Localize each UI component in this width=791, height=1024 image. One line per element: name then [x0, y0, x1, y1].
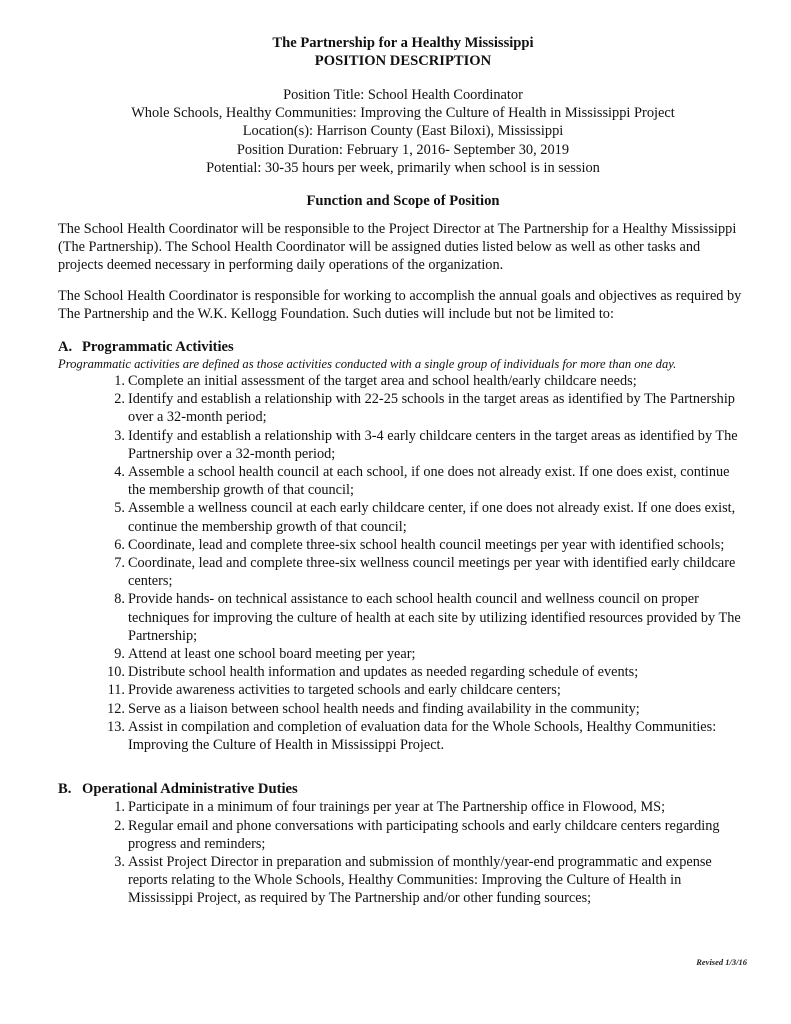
- list-item-number: 3.: [114, 853, 125, 870]
- list-item-text: Coordinate, lead and complete three-six wellness council meetings per year with identified early childcare centers;: [128, 555, 736, 590]
- location: Location(s): Harrison County (East Biloxi), Mississippi: [242, 123, 564, 140]
- list-item: [58, 718, 748, 754]
- list-item-number: 8.: [114, 591, 125, 608]
- list-item: [58, 463, 748, 499]
- list-item-number: 7.: [114, 555, 125, 572]
- list-item-number: 1.: [114, 799, 125, 816]
- section-a-title: Programmatic Activities: [82, 339, 234, 356]
- list-item: [58, 817, 748, 853]
- list-item-number: 3.: [114, 427, 125, 444]
- section-a-heading: [58, 338, 748, 356]
- list-item-number: 6.: [114, 536, 125, 553]
- list-item-text: Assemble a school health council at each school, if one does not already exist. If one does exist, continue the membership growth of that council;: [128, 464, 730, 499]
- section-a-letter: A.: [58, 339, 73, 356]
- list-item-text: Regular email and phone conversations with participating schools and early childcare centers regarding progress and reminders;: [128, 817, 720, 852]
- list-item-number: 4.: [114, 464, 125, 481]
- list-item-number: 2.: [114, 391, 125, 408]
- list-item-text: Serve as a liaison between school health needs and finding availability in the community;: [128, 700, 640, 717]
- list-item-text: Assemble a wellness council at each early childcare center, if one does not already exist. If one does exist, continue the membership growth of that council;: [128, 500, 736, 535]
- function-scope-paragraph-1: The School Health Coordinator will be responsible to the Project Director at The Partnership for a Healthy Mississippi (The Partnership). The School Health Coordinator will be assigned duties listed below as well as other tasks and projects deemed necessary in performing daily operations of the organization.: [58, 221, 737, 274]
- list-item-number: 9.: [114, 646, 125, 663]
- list-item: [58, 499, 748, 535]
- list-item-number: 5.: [114, 500, 125, 517]
- list-item: [58, 590, 748, 645]
- hours-potential: Potential: 30-35 hours per week, primarily when school is in session: [206, 159, 600, 176]
- list-item: [58, 372, 748, 390]
- revision-date: Revised 1/3/16: [696, 957, 747, 967]
- list-item: [58, 681, 748, 699]
- list-item-number: 13.: [107, 718, 125, 735]
- project-name: Whole Schools, Healthy Communities: Improving the Culture of Health in Mississippi Project: [131, 105, 675, 122]
- list-item: [58, 390, 748, 426]
- document-page: [58, 34, 748, 908]
- section-b-title: Operational Administrative Duties: [82, 781, 298, 798]
- section-b-heading: [58, 780, 748, 798]
- list-item: [58, 700, 748, 718]
- list-item-text: Provide hands- on technical assistance to each school health council and wellness council on proper techniques for improving the culture of health at each site by utilizing identified resources provided by The Partnership;: [128, 591, 741, 644]
- list-item-number: 2.: [114, 817, 125, 834]
- list-item-text: Distribute school health information and updates as needed regarding schedule of events;: [128, 664, 639, 681]
- section-b-letter: B.: [58, 781, 72, 798]
- list-item-text: Attend at least one school board meeting per year;: [128, 646, 416, 663]
- list-item: [58, 798, 748, 816]
- section-a-list: [58, 372, 748, 754]
- organization-name: The Partnership for a Healthy Mississippi: [272, 35, 534, 51]
- position-title: Position Title: School Health Coordinator: [283, 87, 523, 103]
- list-item-text: Provide awareness activities to targeted schools and early childcare centers;: [128, 682, 561, 699]
- list-item: [58, 663, 748, 681]
- list-item-text: Coordinate, lead and complete three-six school health council meetings per year with identified schools;: [128, 536, 725, 553]
- list-item: [58, 645, 748, 663]
- list-item-text: Identify and establish a relationship with 3-4 early childcare centers in the target areas as identified by The Partnership over a 32-month period;: [128, 427, 738, 462]
- function-scope-title: Function and Scope of Position: [306, 193, 500, 210]
- list-item-text: Assist Project Director in preparation and submission of monthly/year-end programmatic and expense reports relating to the Whole Schools, Healthy Communities: Improving the Culture of Health in Mississippi Project, as required by The Partnership and/or other funding sources;: [128, 853, 712, 907]
- section-b-list: [58, 798, 748, 907]
- position-meta: [58, 86, 748, 177]
- list-item-text: Complete an initial assessment of the target area and school health/early childcare needs;: [128, 373, 637, 390]
- list-item-number: 1.: [114, 373, 125, 390]
- document-type: POSITION DESCRIPTION: [314, 53, 492, 69]
- list-item-number: 12.: [107, 700, 125, 717]
- function-scope-paragraph-2: The School Health Coordinator is responsible for working to accomplish the annual goals and objectives as required by The Partnership and the W.K. Kellogg Foundation. Such duties will include but not be limited to:: [58, 287, 742, 322]
- list-item-text: Participate in a minimum of four trainings per year at The Partnership office in Flowood, MS;: [128, 799, 666, 816]
- section-a-note: Programmatic activities are defined as those activities conducted with a single group of individuals for more than one day.: [58, 357, 677, 372]
- list-item-text: Assist in compilation and completion of evaluation data for the Whole Schools, Healthy Communities: Improving the Culture of Health in Mississippi Project.: [128, 718, 717, 754]
- position-duration: Position Duration: February 1, 2016- September 30, 2019: [236, 141, 570, 158]
- list-item: [58, 536, 748, 554]
- list-item-number: 11.: [107, 682, 125, 699]
- list-item: [58, 554, 748, 590]
- list-item-number: 10.: [107, 664, 125, 681]
- list-item-text: Identify and establish a relationship with 22-25 schools in the target areas as identified by The Partnership over a 32-month period;: [128, 391, 735, 426]
- list-item: [58, 853, 748, 908]
- list-item: [58, 427, 748, 463]
